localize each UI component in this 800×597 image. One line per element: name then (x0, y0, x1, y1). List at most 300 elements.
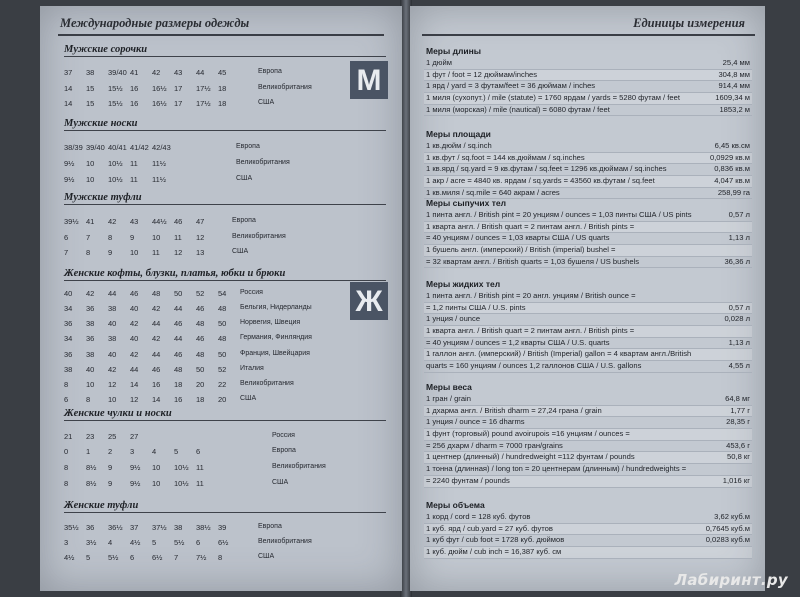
unit-row (424, 524, 752, 536)
country-label: США (258, 99, 275, 106)
unit-row (424, 141, 752, 153)
country-label: Россия (240, 289, 263, 296)
size-cell: 15 (86, 84, 95, 93)
metric-value: 28,35 г (726, 417, 750, 427)
size-cell: 48 (196, 319, 205, 328)
unit-definition: 1 унция / ounce = 16 dharms (426, 417, 525, 427)
unit-row (424, 535, 752, 547)
size-cell: 15½ (108, 84, 123, 93)
unit-definition: 1 кварта англ. / British quart = 2 пинтам англ. / British pints = (426, 326, 635, 336)
size-cell: 8 (64, 479, 69, 488)
unit-section-title-volume: Меры объема (426, 500, 485, 510)
size-cell: 10 (152, 463, 161, 472)
size-cell: 5 (174, 447, 179, 456)
size-cell: 23 (86, 432, 95, 441)
unit-section-title-length: Меры длины (426, 46, 482, 56)
size-cell: 20 (218, 395, 227, 404)
size-cell: 44 (130, 365, 139, 374)
size-cell: 16 (130, 99, 139, 108)
size-cell: 27 (130, 432, 139, 441)
size-cell: 52 (196, 289, 205, 298)
metric-value: 1853,2 м (719, 104, 750, 114)
unit-row (424, 233, 752, 245)
size-cell: 50 (196, 365, 205, 374)
unit-row (424, 303, 752, 315)
metric-value: 50,8 кг (727, 452, 750, 462)
size-cell: 12 (108, 380, 117, 389)
size-cell: 34 (64, 304, 73, 313)
size-cell: 6½ (218, 538, 229, 547)
size-cell: 35½ (64, 523, 79, 532)
size-cell: 42 (152, 304, 161, 313)
unit-row (424, 176, 752, 188)
size-cell: 50 (174, 289, 183, 298)
size-cell: 11 (130, 175, 138, 184)
unit-definition: quarts = 160 унциям / ounces 1,2 галлонов США / U.S. gallons (426, 361, 642, 371)
size-cell: 44 (174, 304, 183, 313)
size-cell: 8 (64, 380, 69, 389)
size-cell: 17 (174, 84, 183, 93)
size-cell: 18 (218, 99, 227, 108)
country-label: США (240, 395, 257, 402)
unit-definition: = 40 унциям / ounces = 1,03 кварты США / US quarts (426, 233, 610, 243)
size-row (64, 248, 249, 257)
metric-value: 64,8 мг (725, 394, 750, 403)
unit-definition: 1 центнер (длинный) / hundredweight =112 фунтам / pounds (426, 452, 635, 462)
size-cell: 22 (218, 380, 227, 389)
metric-value: 0,57 л (728, 302, 750, 312)
size-cell: 12 (130, 395, 139, 404)
size-cell: 40 (108, 319, 117, 328)
size-cell: 11½ (152, 175, 167, 184)
unit-definition: = 40 унциям / ounces = 1,2 кварты США / U.S. quarts (426, 337, 610, 347)
size-cell: 36 (86, 334, 95, 343)
unit-row (424, 476, 752, 488)
size-cell: 10 (86, 380, 95, 389)
unit-table (424, 291, 752, 373)
country-label: Норвегия, Швеция (240, 319, 301, 326)
unit-definition: 1 куб фут / cub foot = 1728 куб. дюймов (426, 535, 565, 545)
size-cell: 48 (218, 334, 227, 343)
unit-row (424, 406, 752, 418)
unit-definition: 1 гран / grain (426, 394, 471, 403)
size-cell: 43 (174, 68, 183, 77)
size-cell: 3 (64, 538, 69, 547)
size-cell: 9 (108, 479, 113, 488)
size-cell: 44 (174, 334, 183, 343)
unit-section-title-dry: Меры сыпучих тел (426, 198, 507, 208)
country-label: Великобритания (258, 538, 312, 545)
size-cell: 8½ (86, 463, 97, 472)
size-cell: 9½ (64, 159, 75, 168)
unit-row (424, 164, 752, 176)
country-label: Германия, Финляндия (240, 334, 312, 341)
size-row (64, 538, 312, 547)
header-rule (58, 34, 384, 36)
size-cell: 41 (86, 217, 95, 226)
metric-value: 1,77 г (730, 405, 750, 415)
section-title-women-clothes: Женские кофты, блузки, платья, юбки и брюки (64, 268, 386, 281)
size-cell: 48 (218, 304, 227, 313)
size-cell: 15½ (108, 99, 123, 108)
size-cell: 42/43 (152, 143, 171, 152)
size-cell: 40 (108, 350, 117, 359)
size-cell: 39/40 (86, 143, 105, 152)
size-cell: 38 (86, 319, 95, 328)
size-cell: 4 (108, 538, 113, 547)
unit-definition: 1 куб. дюйм / cub inch = 16,387 куб. см (426, 547, 562, 557)
size-cell: 18 (196, 395, 205, 404)
size-cell: 9½ (130, 479, 141, 488)
country-label: Великобритания (240, 380, 294, 387)
country-label: Великобритания (258, 84, 312, 91)
size-cell: 38 (64, 365, 73, 374)
size-cell: 40 (130, 334, 139, 343)
size-cell: 42 (86, 289, 95, 298)
unit-row (424, 547, 752, 559)
size-cell: 42 (130, 319, 139, 328)
size-cell: 46 (152, 365, 161, 374)
unit-section-title-area: Меры площади (426, 129, 491, 139)
size-cell: 39/40 (108, 68, 127, 77)
size-cell: 42 (152, 68, 161, 77)
size-cell: 5 (152, 538, 157, 547)
unit-definition: 1 унция / ounce (426, 314, 481, 324)
metric-value: 0,0283 куб.м (705, 535, 750, 545)
country-label: Бельгия, Нидерланды (240, 304, 312, 311)
size-cell: 6 (64, 233, 69, 242)
unit-definition: 1 фут / foot = 12 дюймам/inches (426, 69, 538, 79)
size-row (64, 432, 295, 441)
unit-row (424, 464, 752, 476)
unit-row (424, 417, 752, 429)
country-label: Европа (236, 143, 260, 150)
section-title-men-socks: Мужские носки (64, 118, 386, 131)
unit-definition: 1 миля (морская) / mile (nautical) = 6080 футам / feet (426, 104, 610, 114)
country-label: США (236, 175, 253, 182)
size-row (64, 380, 294, 389)
unit-definition: = 1,2 пинты США / U.S. pints (426, 302, 526, 312)
unit-row (424, 349, 752, 361)
unit-row (424, 394, 752, 406)
size-cell: 3½ (86, 538, 97, 547)
country-label: Италия (240, 365, 264, 372)
size-cell: 9 (108, 463, 113, 472)
size-cell: 16½ (152, 99, 167, 108)
unit-definition: 1 галлон англ. (имперский) / British (Imperial) gallon = 4 квартам англ./British (426, 349, 692, 359)
size-cell: 46 (130, 289, 139, 298)
header-rule (422, 34, 755, 36)
size-cell: 10 (86, 159, 95, 168)
size-cell: 17 (174, 99, 183, 108)
size-cell: 7½ (196, 553, 207, 562)
size-cell: 18 (218, 84, 227, 93)
size-cell: 14 (130, 380, 139, 389)
size-cell: 40 (64, 289, 73, 298)
country-label: Европа (232, 217, 256, 224)
unit-row (424, 441, 752, 453)
size-cell: 12 (174, 248, 183, 257)
size-cell: 8½ (86, 479, 97, 488)
metric-value: 453,6 г (726, 440, 750, 450)
size-row (64, 304, 312, 313)
size-cell: 44 (152, 350, 161, 359)
metric-value: 0,7645 куб.м (705, 523, 750, 533)
unit-definition: 1 ярд / yard = 3 футам/feet = 36 дюймам / inches (426, 81, 596, 91)
size-cell: 48 (174, 365, 183, 374)
size-cell: 38½ (196, 523, 211, 532)
country-label: США (232, 248, 249, 255)
unit-definition: 1 корд / cord = 128 куб. футов (426, 512, 531, 521)
unit-definition: 1 кварта англ. / British quart = 2 пинтам англ. / British pints = (426, 221, 635, 231)
size-cell: 7 (86, 233, 91, 242)
size-cell: 10 (86, 175, 95, 184)
size-row (64, 395, 257, 404)
size-cell: 4 (152, 447, 157, 456)
metric-value: 0,836 кв.м (714, 164, 750, 174)
size-cell: 36 (86, 523, 95, 532)
size-cell: 47 (196, 217, 205, 226)
size-cell: 16 (152, 380, 161, 389)
section-title-men-shoes: Мужские туфли (64, 192, 386, 205)
size-cell: 9 (130, 233, 135, 242)
size-row (64, 479, 289, 488)
size-cell: 6½ (152, 553, 163, 562)
size-row (64, 217, 256, 226)
section-title-men-shirts: Мужские сорочки (64, 44, 386, 57)
unit-section-title-weight: Меры веса (426, 382, 472, 392)
size-cell: 5½ (108, 553, 119, 562)
size-cell: 54 (218, 289, 227, 298)
size-cell: 46 (174, 350, 183, 359)
size-cell: 13 (196, 248, 205, 257)
unit-row (424, 81, 752, 93)
size-row (64, 553, 275, 562)
size-cell: 38/39 (64, 143, 83, 152)
unit-row (424, 70, 752, 82)
size-cell: 48 (152, 289, 161, 298)
size-cell: 6 (196, 538, 201, 547)
right-page-header: Единицы измерения (633, 16, 745, 30)
size-cell: 37 (64, 68, 73, 77)
size-cell: 36 (86, 304, 95, 313)
unit-definition: 1 пинта англ. / British pint = 20 англ. унциям / British ounce = (426, 291, 636, 300)
size-cell: 48 (196, 350, 205, 359)
unit-table (424, 58, 752, 116)
size-cell: 10 (152, 233, 161, 242)
metric-value: 914,4 мм (718, 81, 750, 91)
metric-value: 4,55 л (728, 361, 750, 371)
size-row (64, 523, 282, 532)
unit-table (424, 512, 752, 559)
size-cell: 36 (64, 350, 73, 359)
section-title-women-shoes: Женские туфли (64, 500, 386, 513)
size-cell: 38 (86, 350, 95, 359)
metric-value: 36,36 л (724, 256, 750, 266)
size-cell: 8 (218, 553, 223, 562)
section-title-women-stockings: Женские чулки и носки (64, 408, 386, 421)
metric-value: 0,57 л (728, 210, 750, 219)
unit-row (424, 153, 752, 165)
size-row (64, 84, 312, 93)
size-cell: 42 (108, 365, 117, 374)
metric-value: 1609,34 м (715, 93, 750, 103)
size-cell: 10 (130, 248, 139, 257)
unit-definition: 1 кв.дюйм / sq.inch (426, 141, 492, 150)
country-label: Европа (258, 523, 282, 530)
size-cell: 6 (196, 447, 201, 456)
metric-value: 25,4 мм (722, 58, 750, 67)
unit-definition: = 2240 фунтам / pounds (426, 475, 510, 485)
unit-row (424, 58, 752, 70)
size-cell: 8 (86, 395, 91, 404)
size-cell: 42 (152, 334, 161, 343)
size-cell: 39 (218, 523, 227, 532)
size-cell: 50 (218, 319, 227, 328)
country-label: Великобритания (232, 233, 286, 240)
size-row (64, 289, 263, 298)
size-cell: 36 (64, 319, 73, 328)
country-label: Великобритания (272, 463, 326, 470)
country-label: США (258, 553, 275, 560)
unit-definition: 1 кв.миля / sq.mile = 640 акрам / acres (426, 187, 560, 197)
size-cell: 6 (64, 395, 69, 404)
size-cell: 0 (64, 447, 69, 456)
size-cell: 14 (64, 84, 73, 93)
unit-definition: 1 дхарма англ. / British dharm = 27,24 грана / grain (426, 405, 602, 415)
left-page-header: Международные размеры одежды (60, 16, 250, 30)
size-cell: 20 (196, 380, 205, 389)
unit-row (424, 361, 752, 373)
men-section-badge: М (350, 61, 388, 99)
size-cell: 52 (218, 365, 227, 374)
size-cell: 9½ (64, 175, 75, 184)
size-cell: 37½ (152, 523, 167, 532)
size-cell: 38 (174, 523, 183, 532)
size-cell: 17½ (196, 99, 211, 108)
size-cell: 15 (86, 99, 95, 108)
size-cell: 14 (64, 99, 73, 108)
unit-table (424, 141, 752, 199)
size-cell: 10 (108, 395, 117, 404)
size-cell: 16½ (152, 84, 167, 93)
unit-table (424, 210, 752, 268)
size-cell: 10½ (108, 159, 123, 168)
size-cell: 44 (152, 319, 161, 328)
unit-row (424, 257, 752, 269)
size-cell: 5½ (174, 538, 185, 547)
unit-definition: 1 миля (сухопут.) / mile (statute) = 1760 ярдам / yards = 5280 футам / feet (426, 93, 680, 103)
unit-row (424, 222, 752, 234)
size-cell: 50 (218, 350, 227, 359)
size-cell: 44 (196, 68, 205, 77)
size-cell: 3 (130, 447, 135, 456)
size-cell: 38 (108, 304, 117, 313)
size-cell: 38 (86, 68, 95, 77)
size-cell: 11 (130, 159, 138, 168)
unit-definition: 1 куб. ярд / cub.yard = 27 куб. футов (426, 523, 553, 533)
size-cell: 9½ (130, 463, 141, 472)
unit-definition: 1 кв.ярд / sq.yard = 9 кв.футам / sq.feet = 1296 кв.дюймам / sq.inches (426, 164, 667, 174)
size-cell: 11 (196, 479, 204, 488)
unit-section-title-liquid: Меры жидких тел (426, 279, 501, 289)
size-row (64, 175, 253, 184)
size-cell: 37 (130, 523, 139, 532)
size-cell: 43 (130, 217, 139, 226)
country-label: Европа (272, 447, 296, 454)
unit-definition: 1 тонна (длинная) / long ton = 20 центнерам (длинным) / hundredweights = (426, 464, 687, 474)
metric-value: 304,8 мм (718, 69, 750, 79)
women-section-badge: Ж (350, 282, 388, 320)
metric-value: 0,028 л (724, 314, 750, 324)
unit-row (424, 245, 752, 257)
size-cell: 10½ (174, 479, 189, 488)
size-cell: 10½ (108, 175, 123, 184)
unit-row (424, 105, 752, 117)
country-label: Европа (258, 68, 282, 75)
size-cell: 36½ (108, 523, 123, 532)
size-row (64, 68, 282, 77)
size-cell: 7 (64, 248, 69, 257)
size-cell: 11½ (152, 159, 167, 168)
size-row (64, 365, 264, 374)
size-cell: 8 (108, 233, 113, 242)
country-label: Великобритания (236, 159, 290, 166)
size-cell: 8 (86, 248, 91, 257)
size-cell: 45 (218, 68, 227, 77)
size-cell: 44 (108, 289, 117, 298)
unit-row (424, 326, 752, 338)
size-cell: 46 (196, 304, 205, 313)
left-page (40, 6, 402, 591)
metric-value: 6,45 кв.см (714, 141, 750, 150)
size-cell: 6 (130, 553, 135, 562)
size-row (64, 319, 301, 328)
size-cell: 44½ (152, 217, 167, 226)
size-cell: 1 (86, 447, 91, 456)
size-cell: 8 (64, 463, 69, 472)
size-row (64, 447, 296, 456)
size-cell: 25 (108, 432, 117, 441)
size-cell: 46 (174, 319, 183, 328)
country-label: Франция, Швейцария (240, 350, 310, 357)
size-cell: 9 (108, 248, 113, 257)
size-row (64, 334, 312, 343)
size-row (64, 99, 275, 108)
unit-row (424, 93, 752, 105)
unit-definition: = 256 дхарм / dharm = 7000 гран/grains (426, 440, 563, 450)
size-cell: 41 (130, 68, 139, 77)
unit-row (424, 452, 752, 464)
unit-row (424, 338, 752, 350)
size-row (64, 233, 286, 242)
unit-definition: 1 пинта англ. / British pint = 20 унциям / ounces = 1,03 пинты США / US pints (426, 210, 692, 219)
size-cell: 10½ (174, 463, 189, 472)
metric-value: 0,0929 кв.м (709, 152, 750, 162)
unit-row (424, 314, 752, 326)
size-cell: 42 (130, 350, 139, 359)
size-cell: 11 (196, 463, 204, 472)
metric-value: 258,99 га (717, 187, 750, 197)
size-cell: 40/41 (108, 143, 127, 152)
unit-table (424, 394, 752, 488)
unit-definition: 1 кв.фут / sq.foot = 144 кв.дюймам / sq.inches (426, 152, 585, 162)
size-cell: 12 (196, 233, 205, 242)
unit-definition: 1 бушель англ. (имперский) / British (imperial) bushel = (426, 245, 616, 255)
size-cell: 11 (152, 248, 160, 257)
size-cell: 40 (86, 365, 95, 374)
unit-definition: 1 фунт (торговый) pound avoirupois =16 унциям / ounces = (426, 429, 630, 439)
